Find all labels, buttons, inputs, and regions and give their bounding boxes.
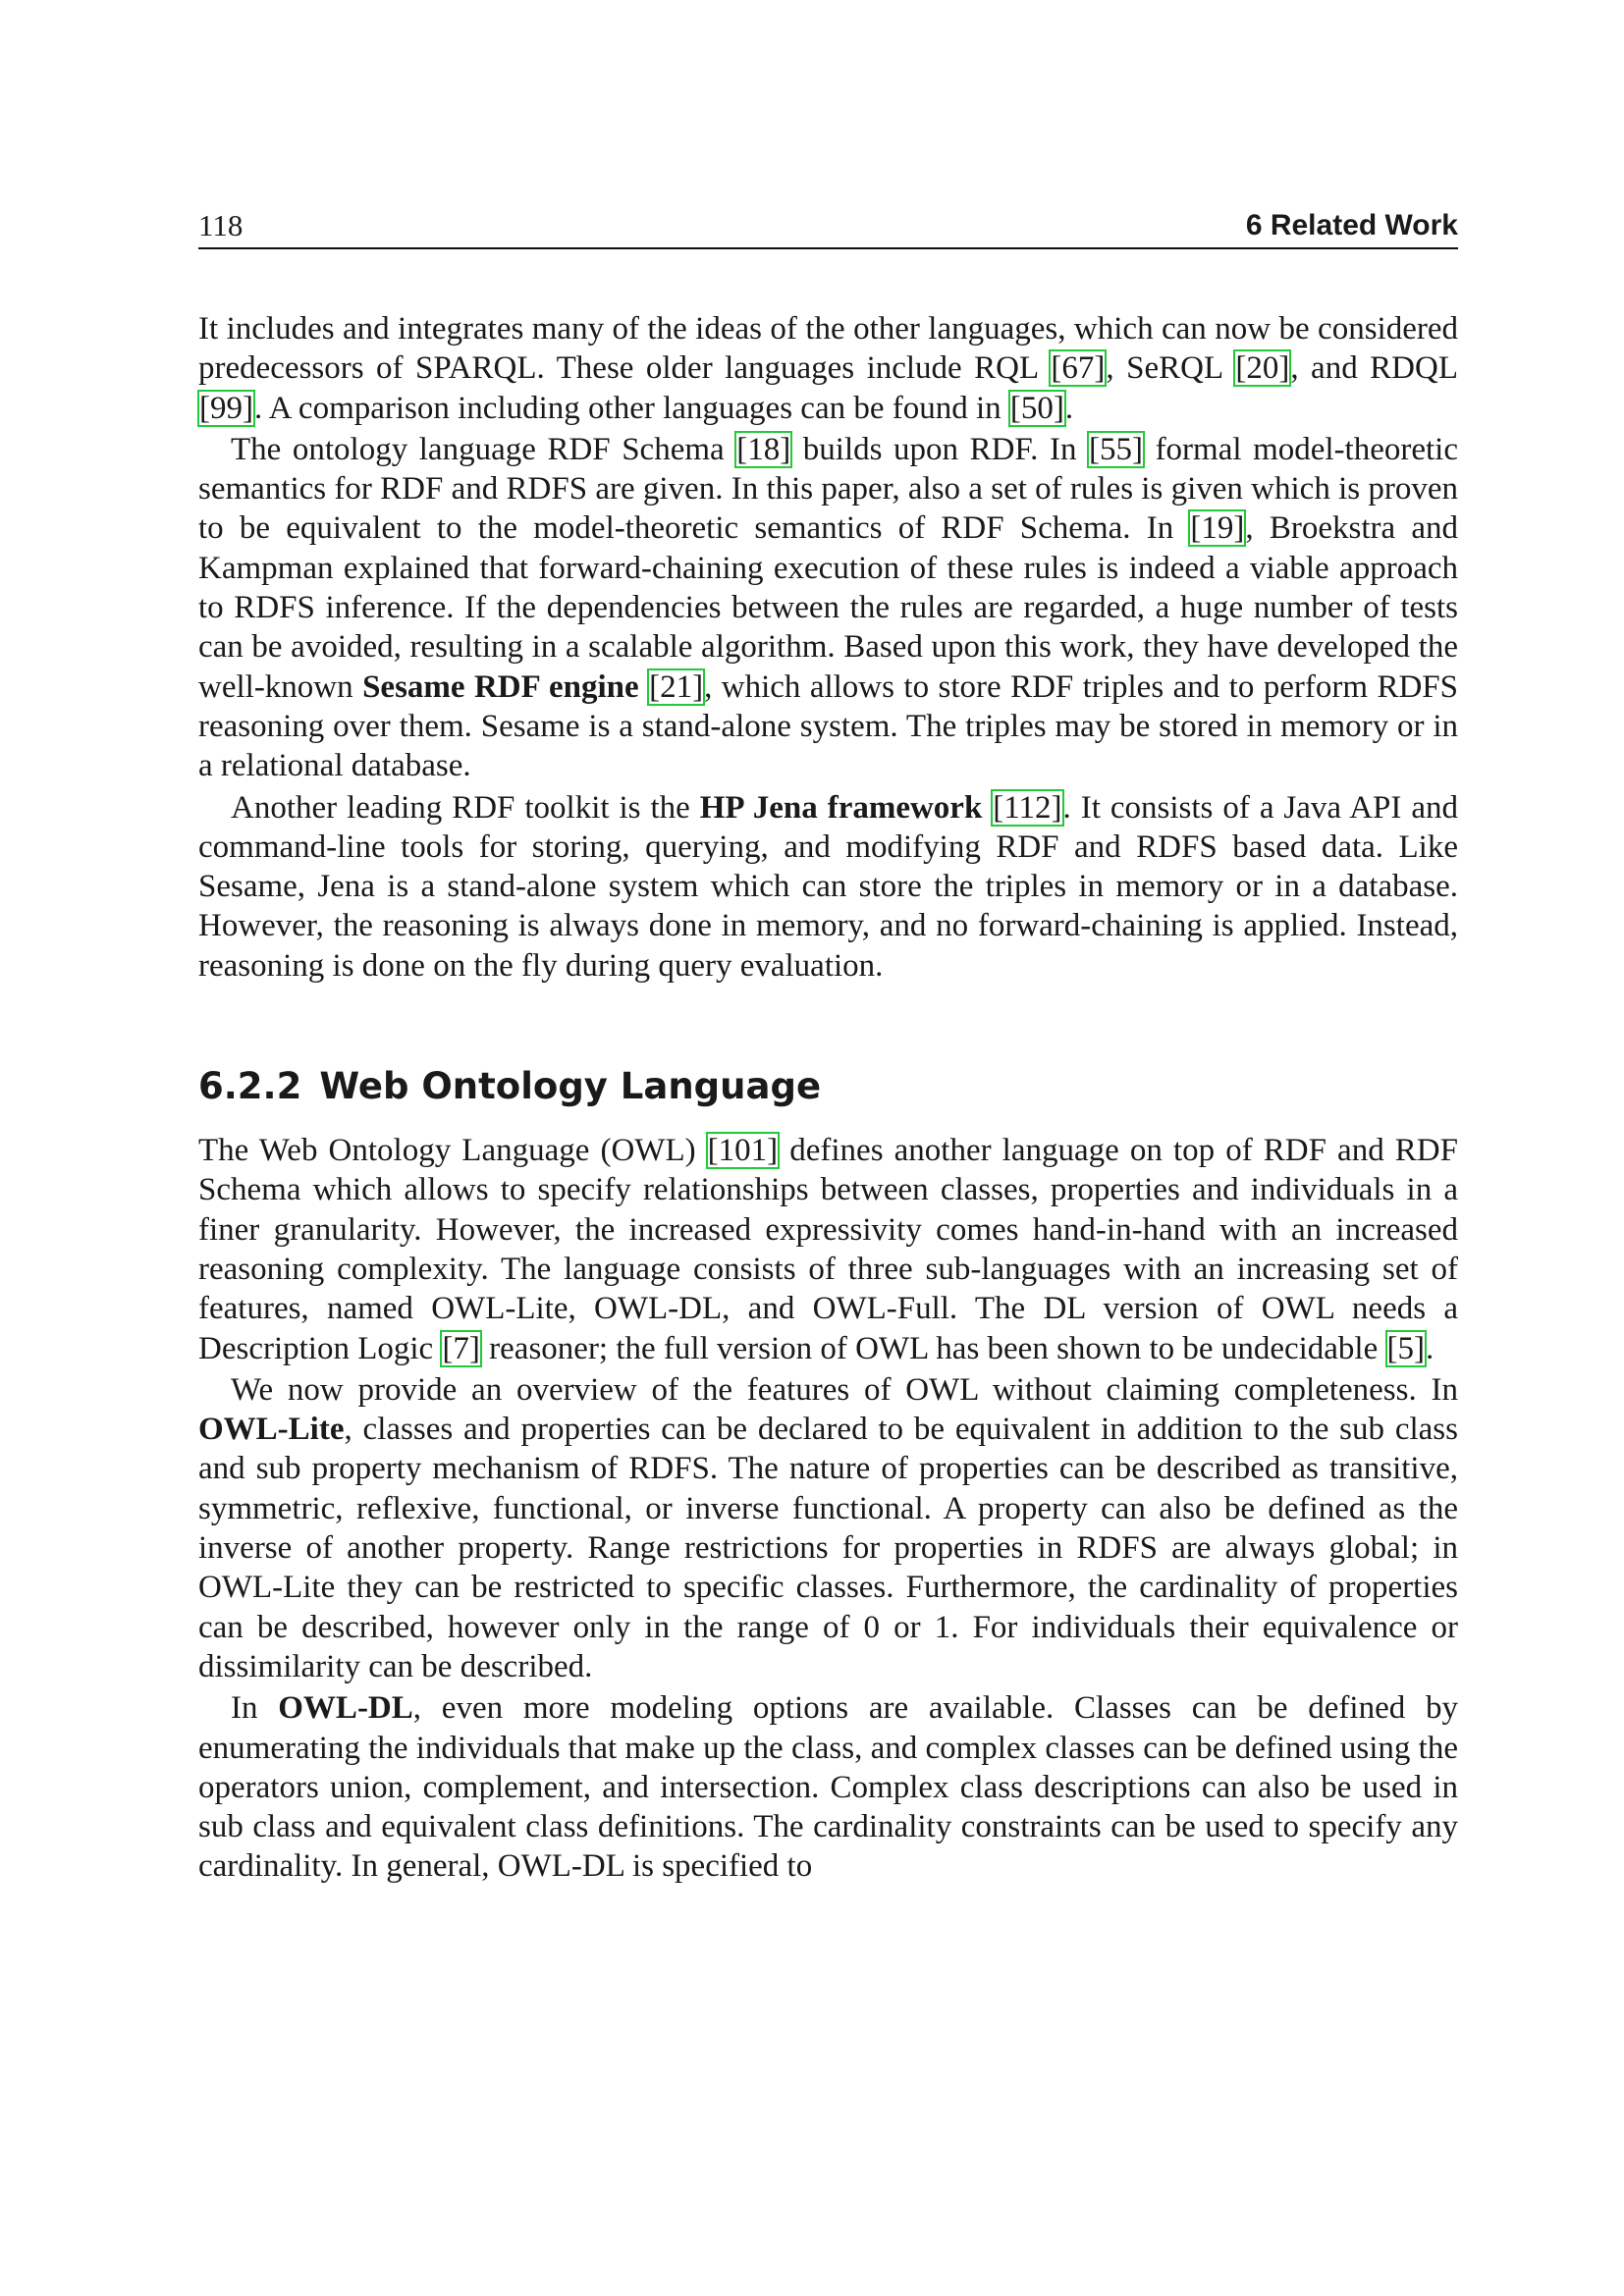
text-run: reasoner; the full version of OWL has been shown to be undecidable bbox=[480, 1330, 1386, 1366]
page-number: 118 bbox=[198, 208, 244, 242]
text-run: builds upon RDF. In bbox=[791, 431, 1089, 467]
text-run bbox=[639, 669, 648, 705]
section-heading bbox=[198, 1065, 1458, 1108]
section-title: Web Ontology Language bbox=[319, 1065, 822, 1108]
text-run: . bbox=[1064, 390, 1074, 426]
running-header bbox=[198, 204, 1458, 249]
chapter-title: 6 Related Work bbox=[1245, 209, 1458, 241]
citation-link[interactable]: [20] bbox=[1235, 350, 1290, 387]
text-run: , Broekstra and Kampman explained that forward-chaining execution of these rules is indeed a viable approach to RDFS inference. If the dependencies between the rules are regarded, a huge number of tests can be avoided, resulting in a scalable algorithm. Based upon this work, they have developed the well-known bbox=[198, 510, 1458, 705]
section-number: 6.2.2 bbox=[198, 1065, 302, 1108]
citation-link[interactable]: [112] bbox=[993, 789, 1062, 826]
text-run: The ontology language RDF Schema bbox=[231, 431, 736, 467]
paragraph bbox=[198, 1131, 1458, 1368]
text-run: , and RDQL bbox=[1290, 350, 1458, 387]
citation-link[interactable]: [19] bbox=[1190, 510, 1245, 547]
citation-link[interactable]: [55] bbox=[1089, 431, 1143, 467]
citation-link[interactable]: [7] bbox=[442, 1330, 480, 1366]
paragraph bbox=[198, 309, 1458, 428]
citation-link[interactable]: [21] bbox=[649, 668, 704, 705]
text-run: In bbox=[231, 1690, 279, 1727]
text-run: , SeRQL bbox=[1106, 350, 1235, 387]
bold-term: OWL-Lite bbox=[198, 1412, 345, 1448]
bold-term: OWL-DL bbox=[278, 1690, 413, 1727]
text-run bbox=[982, 790, 992, 826]
text-run: The Web Ontology Language (OWL) bbox=[198, 1133, 707, 1169]
paragraph bbox=[198, 788, 1458, 986]
text-run: It includes and integrates many of the ideas of the other languages, which can now be considered predecessors of SPARQL. These older languages include RQL bbox=[198, 311, 1458, 387]
paragraph bbox=[198, 430, 1458, 786]
citation-link[interactable]: [101] bbox=[707, 1133, 779, 1169]
paragraph bbox=[198, 1688, 1458, 1886]
paragraph bbox=[198, 1370, 1458, 1686]
text-run: formal model-theoretic semantics for RDF and RDFS are given. In this paper, also a set of rules is given which is proven to be equivalent to the model-theoretic semantics of RDF Schema. In bbox=[198, 431, 1458, 547]
bold-term: HP Jena framework bbox=[699, 789, 983, 826]
citation-link[interactable]: [99] bbox=[199, 390, 253, 426]
text-run: . A comparison including other languages can be found in bbox=[253, 390, 1009, 426]
bold-term: Sesame RDF engine bbox=[362, 668, 639, 705]
citation-link[interactable]: [18] bbox=[736, 431, 791, 467]
text-run: . It consists of a Java API and command-line tools for storing, querying, and modifying RDF and RDFS based data. Like Sesame, Jena is a stand-alone system which can store the triples in memory or in a database. However, the reasoning is always done in memory, and no forward-chaining is applied. Instead, reasoning is done on the fly during query evaluation. bbox=[198, 789, 1458, 984]
text-run: . bbox=[1425, 1330, 1435, 1366]
body-text bbox=[198, 309, 1458, 1887]
citation-link[interactable]: [5] bbox=[1386, 1330, 1425, 1366]
text-run: We now provide an overview of the features of OWL without claiming completeness. In bbox=[231, 1371, 1458, 1408]
text-run: defines another language on top of RDF and RDF Schema which allows to specify relationships between classes, properties and individuals in a finer granularity. However, the increased expressivity comes hand-in-hand with an increased reasoning complexity. The language consists of three sub-languages with an increasing set of features, named OWL-Lite, OWL-DL, and OWL-Full. The DL version of OWL needs a Description Logic bbox=[198, 1133, 1458, 1366]
text-run: , even more modeling options are available. Classes can be defined by enumerating the individuals that make up the class, and complex classes can be defined using the operators union, complement, and intersection. Complex class descriptions can also be used in sub class and equivalent class definitions. The cardinality constraints can be used to specify any cardinality. In general, OWL-DL is specified to bbox=[198, 1690, 1458, 1885]
text-run: , which allows to store RDF triples and to perform RDFS reasoning over them. Sesame is a stand-alone system. The triples may be stored in memory or in a relational database. bbox=[198, 668, 1459, 784]
citation-link[interactable]: [67] bbox=[1051, 350, 1106, 387]
text-run: , classes and properties can be declared to be equivalent in addition to the sub class and sub property mechanism of RDFS. The nature of properties can be described as transitive, symmetric, reflexive, functional, or inverse functional. A property can also be defined as the inverse of another property. Range restrictions for properties in RDFS are always global; in OWL-Lite they can be restricted to specific classes. Furthermore, the cardinality of properties can be described, however only in the range of 0 or 1. For individuals their equivalence or dissimilarity can be described. bbox=[198, 1412, 1458, 1684]
citation-link[interactable]: [50] bbox=[1009, 390, 1064, 426]
text-run: Another leading RDF toolkit is the bbox=[231, 789, 700, 826]
